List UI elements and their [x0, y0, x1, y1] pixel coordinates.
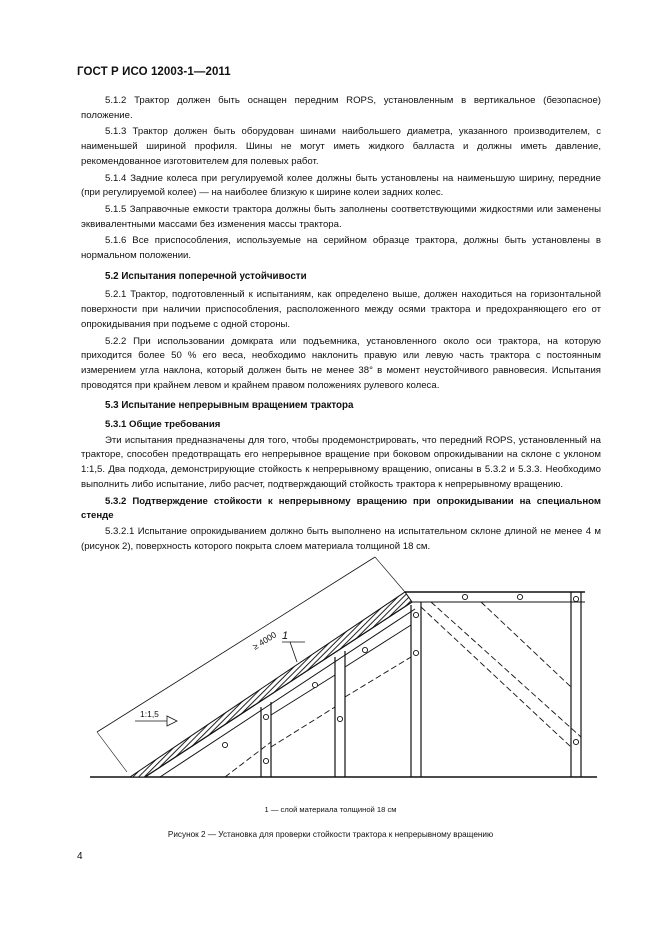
figure-legend: 1 — слой материала толщиной 18 см — [264, 805, 397, 814]
subsection-heading-5-3-2: 5.3.2 Подтверждение стойкости к непрерывному вращению при опрокидывании на специальном стенде — [81, 495, 601, 522]
section-heading-5-3: 5.3 Испытание непрерывным вращением трактора — [105, 400, 354, 412]
document-header: ГОСТ Р ИСО 12003-1—2011 — [77, 66, 231, 78]
paragraph-5-2-2: 5.2.2 При использовании домкрата или подъемника, установленного около оси трактора, на которую приходится более 50 % его веса, необходимо наклонить правую или левую часть трактора с постоянным измерением угла наклона, который должен быть не менее 38° в момент неустойчивого равновесия. Испытания проводятся при крайнем левом и крайнем правом положениях рулевого колеса. — [81, 335, 601, 391]
paragraph-5-1-6: 5.1.6 Все приспособления, используемые на серийном образце трактора, должны быть установлены в нормальном положении. — [81, 235, 601, 262]
paragraph-5-1-5: 5.1.5 Заправочные емкости трактора должны быть заполнены соответствующими жидкостями или заменены эквивалентными массами без изменения массы трактора. — [81, 203, 601, 230]
page-number: 4 — [77, 851, 83, 862]
figure-caption: Рисунок 2 — Установка для проверки стойкости трактора к непрерывному вращению — [167, 830, 494, 839]
paragraph-5-1-4: 5.1.4 Задние колеса при регулируемой колее должны быть установлены на наименьшую ширину, передние (при регулируемой колее) — на наиболее близкую к ширине колеи задних колес. — [81, 172, 601, 199]
paragraph-5-2-1: 5.2.1 Трактор, подготовленный к испытаниям, как определено выше, должен находиться на горизонтальной поверхности при наличии приспособления, расположенного между осями трактора и предохраняющего его от опрокидывания при подъеме с одной стороны. — [81, 289, 601, 330]
subsection-heading-5-3-1: 5.3.1 Общие требования — [105, 419, 221, 431]
support-posts — [261, 592, 581, 777]
test-slope-figure — [85, 547, 605, 789]
section-heading-5-2: 5.2 Испытания поперечной устойчивости — [105, 270, 307, 282]
paragraph-5-1-2: 5.1.2 Трактор должен быть оснащен передним ROPS, установленным в вертикальное (безопасное) положение. — [81, 95, 601, 121]
paragraph-5-3-1: Эти испытания предназначены для того, чтобы продемонстрировать, что передний ROPS, установленный на тракторе, способен предотвращать его непрерывное вращение при боковом опрокидывании на склоне с уклоном 1:1,5. Два подхода, демонстрирующие стойкость к непрерывному вращению, описаны в 5.3.2 и 5.3.3. Необходимо выполнить либо испытание, либо расчет, подтверждающий стойкость трактора к непрерывному вращению. — [81, 434, 601, 490]
dimension-label: ≥ 4000 — [250, 629, 279, 652]
paragraph-5-3-2-1: 5.3.2.1 Испытание опрокидыванием должно быть выполнено на испытательном склоне длиной не менее 4 м (рисунок 2), поверхность которого покрыта слоем материала толщиной 18 см. — [81, 525, 601, 552]
slope-label: 1:1,5 — [140, 709, 159, 719]
paragraph-5-1-3: 5.1.3 Трактор должен быть оборудован шинами наибольшего диаметра, указанного производителем, с наименьшей шириной профиля. Шины не могут иметь жидкого балласта и должны иметь давление, рекомендованное изготовителем для полевых работ. — [81, 126, 601, 167]
slope-indicator-arrow — [167, 716, 177, 726]
slope-beam — [145, 602, 412, 777]
document-body — [81, 94, 601, 556]
callout-label: 1 — [282, 630, 289, 642]
